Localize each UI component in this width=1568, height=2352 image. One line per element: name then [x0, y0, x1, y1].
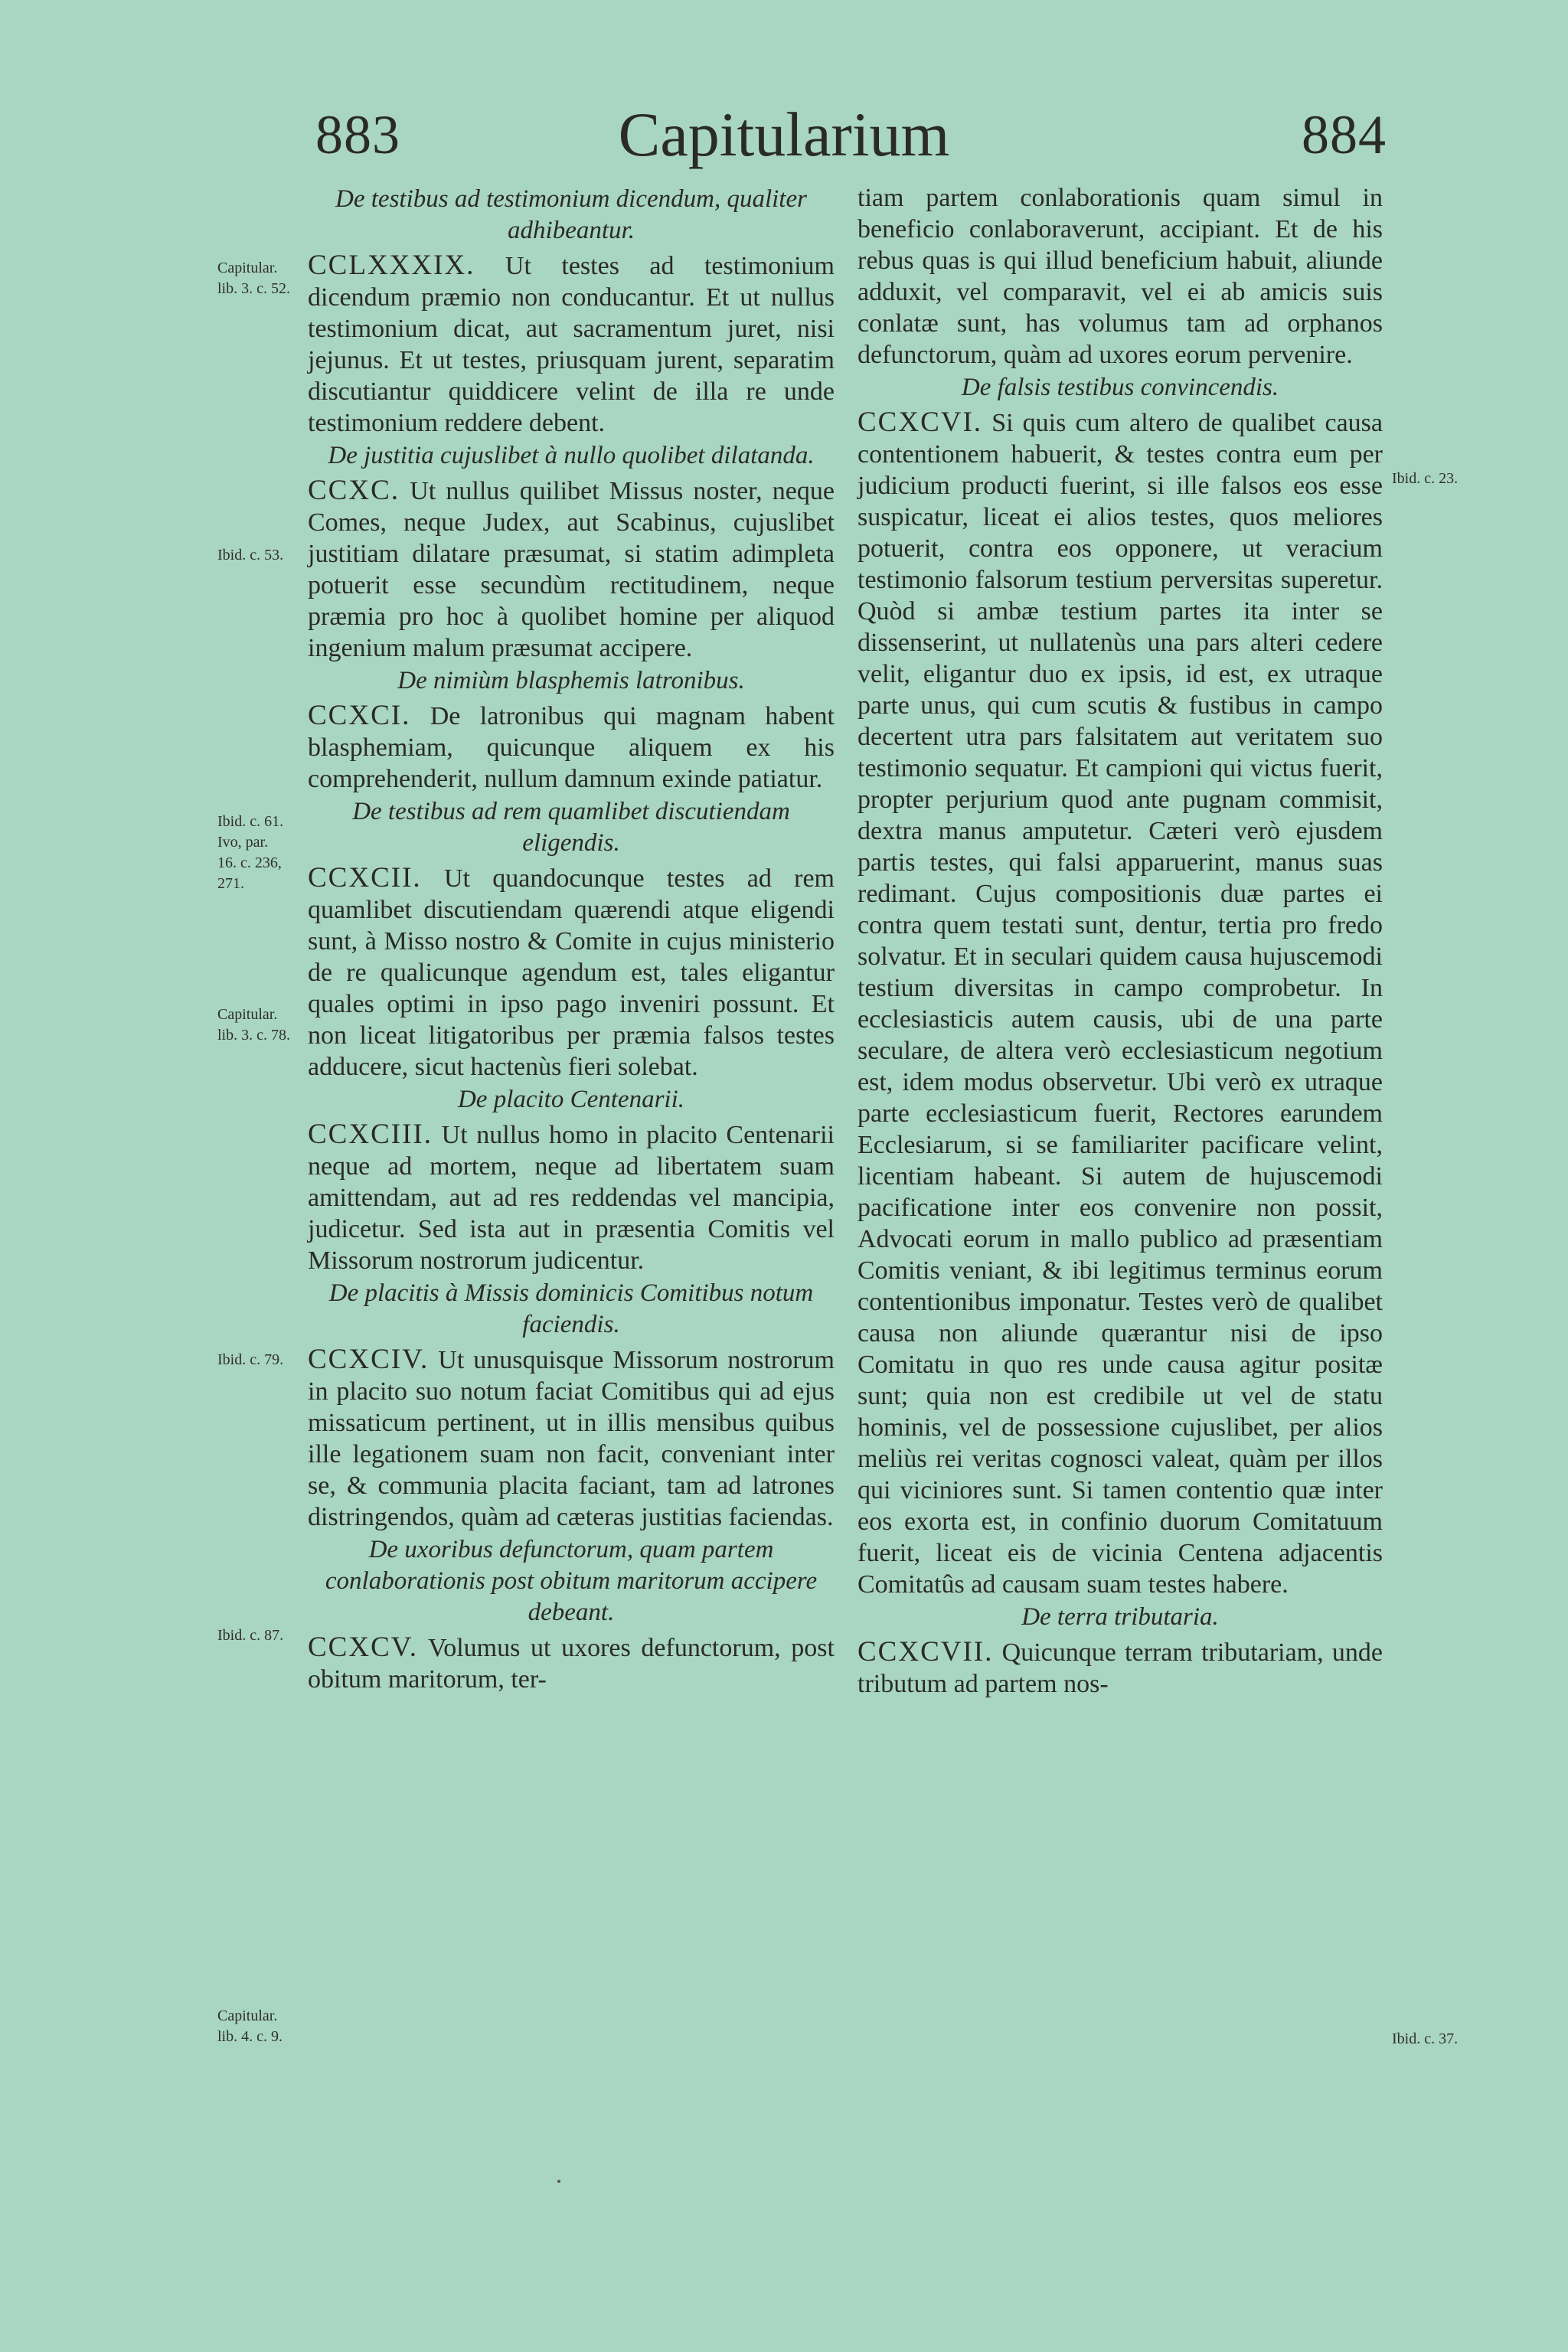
- margin-reference: Ibid. c. 37.: [1392, 2030, 1459, 2047]
- chapter-block: [308, 1278, 835, 1533]
- left-column: [308, 182, 835, 1695]
- chapter-text: [308, 1119, 835, 1276]
- margin-reference: Ibid. c. 53.: [217, 547, 284, 564]
- chapter-block: [858, 182, 1383, 371]
- chapter-text: [308, 250, 835, 439]
- chapter-body: De latronibus qui magnam habent blasphemiam, quicunque aliquem ex his comprehenderit, nullum damnum exinde patiatur.: [308, 702, 835, 793]
- paper-speck: [557, 2180, 560, 2183]
- chapter-body: Ut testes ad testimonium dicendum præmio non conducantur. Et ut nullus testimonium dicat, aut sacramentum juret, nisi jejunus. Et ut testes, priusquam jurent, separatim discutiantur quiddicere velint de illa re unde testimonium reddere debent.: [308, 252, 835, 437]
- chapter-body: Ut nullus quilibet Missus noster, neque Comes, neque Judex, aut Scabinus, cujuslibet justitiam dilatare præsumat, si statim adimpleta potuerit esse secundùm rectitudinem, neque præmia pro hoc à quolibet homine per aliquod ingenium malum præsumat accipere.: [308, 477, 835, 662]
- chapter-heading: De justitia cujuslibet à nullo quolibet dilatanda.: [328, 442, 815, 469]
- chapter-block: [858, 1602, 1383, 1700]
- chapter-number: CCXCVI.: [858, 407, 983, 438]
- chapter-text: [308, 700, 835, 795]
- margin-reference: Ibid. c. 79.: [217, 1351, 284, 1368]
- margin-reference: Capitular. lib. 3. c. 52.: [217, 260, 290, 297]
- chapter-number: CCXCI.: [308, 700, 411, 731]
- chapter-block: [308, 440, 835, 664]
- margin-reference: Capitular. lib. 4. c. 9.: [217, 2007, 283, 2045]
- chapter-body: Ut nullus homo in placito Centenarii neque ad mortem, neque ad libertatem suam amittendam, aut ad res reddendas vel mancipia, judicetur. Sed ista aut in præsentia Comitis vel Missorum nostrorum judicentur.: [308, 1121, 835, 1275]
- chapter-heading: De placito Centenarii.: [457, 1086, 685, 1113]
- chapter-text: [308, 862, 835, 1083]
- chapter-number: CCXC.: [308, 475, 400, 506]
- chapter-text: [308, 475, 835, 664]
- chapter-body: Quicunque terram tributariam, unde tributum ad partem nos-: [858, 1638, 1383, 1698]
- right-column: [858, 182, 1383, 1700]
- margin-reference: Capitular. lib. 3. c. 78.: [217, 1006, 290, 1044]
- chapter-text: [308, 1344, 835, 1533]
- chapter-text: [858, 182, 1383, 371]
- chapter-number: CCXCIII.: [308, 1119, 433, 1150]
- chapter-number: CCXCVII.: [858, 1636, 994, 1668]
- chapter-number: CCXCV.: [308, 1632, 418, 1663]
- chapter-block: [308, 1534, 835, 1695]
- chapter-heading: De testibus ad rem quamlibet discutiendam eligendis.: [352, 798, 790, 857]
- chapter-heading: De testibus ad testimonium dicendum, qualiter adhibeantur.: [335, 185, 807, 244]
- chapter-block: [308, 665, 835, 795]
- chapter-heading: De uxoribus defunctorum, quam partem conlaborationis post obitum maritorum accipere debeant.: [325, 1536, 818, 1626]
- chapter-text: [858, 407, 1383, 1600]
- page-number-left: 883: [315, 104, 400, 165]
- chapter-number: CCLXXXIX.: [308, 250, 475, 281]
- chapter-body: Volumus ut uxores defunctorum, post obitum maritorum, ter-: [308, 1634, 835, 1694]
- margin-reference: Ibid. c. 23.: [1392, 470, 1459, 487]
- chapter-block: [308, 184, 835, 439]
- chapter-heading: De placitis à Missis dominicis Comitibus notum faciendis.: [328, 1279, 814, 1338]
- chapter-block: [308, 796, 835, 1083]
- page-header: [0, 96, 1568, 188]
- chapter-number: CCXCII.: [308, 862, 422, 893]
- margin-reference: Ibid. c. 87.: [217, 1627, 284, 1644]
- chapter-body: tiam partem conlaborationis quam simul in beneficio conlaboraverunt, accipiant. Et de his rebus quas is qui illud beneficium habuit, aliunde adduxit, vel comparavit, vel ei ab amicis suis conlatæ sunt, has volumus tam ad orphanos defunctorum, quàm ad uxores eorum pervenire.: [858, 184, 1383, 369]
- chapter-body: Ut quandocunque testes ad rem quamlibet discutiendam quærendi atque eligendi sunt, à Misso nostro & Comite in cujus ministerio de re qualicunque agendum est, tales eligantur quales optimi in ipso pago inveniri possunt. Et non liceat litigatoribus per præmia falsos testes adducere, sicut hactenùs fieri solebat.: [308, 864, 835, 1081]
- chapter-number: CCXCIV.: [308, 1344, 430, 1375]
- chapter-block: [308, 1084, 835, 1276]
- chapter-heading: De nimiùm blasphemis latronibus.: [397, 667, 745, 694]
- chapter-heading: De falsis testibus convincendis.: [961, 374, 1279, 401]
- chapter-body: Ut unusquisque Missorum nostrorum in placito suo notum faciat Comitibus qui ad ejus missaticum pertinent, ut in illis mensibus quibus ille legationem suam non facit, conveniant inter se, & communia placita faciant, tam ad latrones distringendos, quàm ad cæteras justitias faciendas.: [308, 1346, 835, 1531]
- chapter-block: [858, 372, 1383, 1600]
- margin-reference: Ibid. c. 61. Ivo, par. 16. c. 236, 271.: [217, 813, 284, 892]
- chapter-text: [858, 1636, 1383, 1700]
- chapter-heading: De terra tributaria.: [1021, 1603, 1219, 1631]
- page-number-right: 884: [1302, 104, 1387, 165]
- chapter-body: Si quis cum altero de qualibet causa contentionem habuerit, & testes contra eum per judicium producti fuerint, si ille falsos eos esse suspicatur, liceat ei alios testes, quos meliores potuerit, contra eos opponere, ut veracium testimonio falsorum testium perversitas superetur. Quòd si ambæ testium partes ita inter se dissenserint, ut nullatenùs una pars alteri cedere velit, eligantur duo ex ipsis, id est, ex utraque parte unus, qui cum scutis & fustibus in campo decertent utra pars falsitatem aut veritatem suo testimonio sequatur. Et campioni qui victus fuerit, propter perjurium quod ante pugnam commisit, dextra manus amputetur. Cæteri verò ejusdem partis testes, qui falsi apparuerint, manus suas redimant. Cujus compositionis duæ partes ei contra quem testati sunt, dentur, tertia pro fredo solvatur. Et in seculari quidem causa hujuscemodi testium diversitas in campo comprobetur. In ecclesiasticis autem causis, ubi de una parte seculare, de altera verò ecclesiasticum negotium est, idem modus observetur. Ubi verò ex utraque parte ecclesiasticum fuerit, Rectores earundem Ecclesiarum, si se familiariter pacificare velint, licentiam habeant. Si autem de hujuscemodi pacificatione inter eos convenire non possit, Advocati eorum in mallo publico ad præsentiam Comitis veniant, & ibi legitimus terminus eorum contentionibus imponatur. Testes verò de qualibet causa non aliunde quærantur nisi de ipso Comitatu in quo res unde causa agitur positæ sunt; quia non est credibile ut vel de statu hominis, vel de possessione cujuslibet, per alios meliùs rei veritas cognosci valeat, quàm per illos qui viciniores sunt. Si tamen contentio quæ inter eos exorta est, in confinio duorum Comitatuum fuerit, liceat eis de vicinia Centena adjacentis Comitatûs ad causam suam testes habere.: [858, 409, 1383, 1599]
- running-title: Capitularium: [618, 100, 950, 169]
- chapter-text: [308, 1632, 835, 1695]
